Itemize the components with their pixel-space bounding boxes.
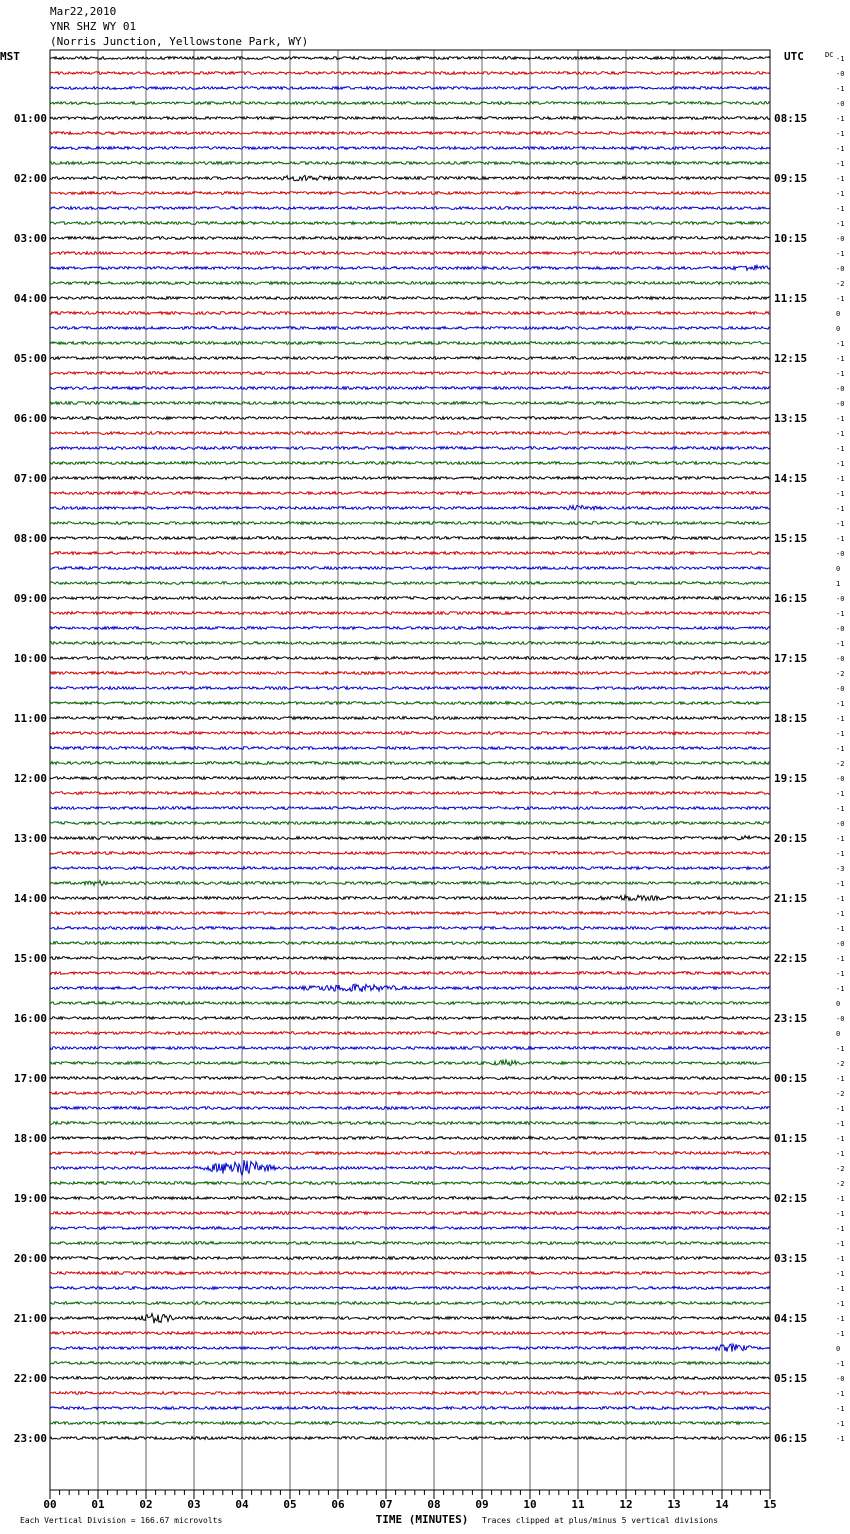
trace-line xyxy=(50,1314,770,1324)
dc-offset-label: -1 xyxy=(836,730,845,738)
trace-line xyxy=(50,942,770,945)
dc-offset-label: -1 xyxy=(836,1225,845,1233)
dc-offset-label: -0 xyxy=(836,595,845,603)
x-tick-label: 09 xyxy=(475,1498,489,1511)
mst-hour-label: 16:00 xyxy=(13,1012,47,1025)
dc-offset-label: -1 xyxy=(836,1330,845,1338)
dc-offset-label: -1 xyxy=(836,1405,845,1413)
trace-line xyxy=(50,1257,770,1260)
dc-offset-label: -1 xyxy=(836,340,845,348)
dc-offset-label: -0 xyxy=(836,1375,845,1383)
dc-offset-label: -1 xyxy=(836,880,845,888)
trace-line xyxy=(50,612,770,615)
mst-hour-label: 23:00 xyxy=(13,1432,47,1445)
utc-hour-label: 13:15 xyxy=(774,412,808,425)
header-location: (Norris Junction, Yellowstone Park, WY) xyxy=(50,35,309,48)
utc-hour-label: 08:15 xyxy=(774,112,808,125)
dc-offset-label: -1 xyxy=(836,925,845,933)
dc-offset-label: -1 xyxy=(836,535,845,543)
trace-line xyxy=(50,1152,770,1155)
x-tick-label: 02 xyxy=(139,1498,153,1511)
trace-line xyxy=(50,402,770,405)
utc-hour-label: 20:15 xyxy=(774,832,808,845)
trace-line xyxy=(50,1332,770,1335)
dc-offset-label: -2 xyxy=(836,280,845,288)
dc-offset-label: -1 xyxy=(836,895,845,903)
x-tick-label: 11 xyxy=(571,1498,585,1511)
dc-offset-label: -1 xyxy=(836,205,845,213)
dc-offset-label: -0 xyxy=(836,100,845,108)
trace-line xyxy=(50,1302,770,1305)
dc-offset-label: 0 xyxy=(836,325,841,333)
mst-axis-label: MST xyxy=(0,50,20,63)
dc-offset-label: -0 xyxy=(836,775,845,783)
trace-line xyxy=(50,1047,770,1050)
trace-group xyxy=(50,57,770,1440)
trace-line xyxy=(50,807,770,810)
trace-line xyxy=(50,1017,770,1020)
dc-offset-label: -1 xyxy=(836,910,845,918)
trace-line xyxy=(50,147,770,150)
dc-offset-label: -1 xyxy=(836,505,845,513)
dc-offset-label: -1 xyxy=(836,715,845,723)
utc-hour-label: 14:15 xyxy=(774,472,808,485)
trace-line xyxy=(50,1160,770,1175)
dc-offset-label: -1 xyxy=(836,175,845,183)
trace-line xyxy=(50,1182,770,1185)
mst-hour-label: 18:00 xyxy=(13,1132,47,1145)
mst-hour-label: 17:00 xyxy=(13,1072,47,1085)
trace-line xyxy=(50,492,770,495)
trace-line xyxy=(50,657,770,660)
trace-line xyxy=(50,265,770,270)
vertical-division-note: Each Vertical Division = 166.67 microvolts xyxy=(20,1516,223,1525)
mst-hour-label: 11:00 xyxy=(13,712,47,725)
mst-hour-label: 04:00 xyxy=(13,292,47,305)
trace-line xyxy=(50,1242,770,1245)
dc-offset-label: 0 xyxy=(836,565,841,573)
trace-line xyxy=(50,57,770,60)
x-tick-label: 03 xyxy=(187,1498,201,1511)
dc-offset-label: 0 xyxy=(836,1345,841,1353)
dc-offset-label: -1 xyxy=(836,250,845,258)
dc-offset-label: -1 xyxy=(836,640,845,648)
x-tick-label: 10 xyxy=(523,1498,537,1511)
dc-offset-label: 0 xyxy=(836,310,841,318)
trace-line xyxy=(50,1344,770,1352)
trace-line xyxy=(50,537,770,540)
trace-line xyxy=(50,1077,770,1080)
trace-line xyxy=(50,957,770,960)
dc-offset-label: -1 xyxy=(836,1075,845,1083)
utc-hour-label: 09:15 xyxy=(774,172,808,185)
mst-hour-label: 10:00 xyxy=(13,652,47,665)
mst-hour-label: 05:00 xyxy=(13,352,47,365)
dc-offset-label: -1 xyxy=(836,430,845,438)
dc-offset-label: -0 xyxy=(836,235,845,243)
x-tick-label: 01 xyxy=(91,1498,105,1511)
dc-offset-label: -1 xyxy=(836,1105,845,1113)
dc-offset-label: -1 xyxy=(836,85,845,93)
utc-hour-label: 23:15 xyxy=(774,1012,808,1025)
x-tick-label: 14 xyxy=(715,1498,729,1511)
dc-offset-label: -1 xyxy=(836,460,845,468)
trace-line xyxy=(50,836,770,840)
dc-offset-label: -1 xyxy=(836,190,845,198)
mst-hour-label: 14:00 xyxy=(13,892,47,905)
trace-line xyxy=(50,222,770,225)
dc-offset-label: -2 xyxy=(836,670,845,678)
trace-line xyxy=(50,342,770,345)
dc-offset-label: -1 xyxy=(836,220,845,228)
dc-offset-label: -1 xyxy=(836,835,845,843)
trace-line xyxy=(50,1422,770,1425)
mst-hour-label: 09:00 xyxy=(13,592,47,605)
header-station: YNR SHZ WY 01 xyxy=(50,20,137,33)
trace-line xyxy=(50,895,770,900)
utc-hour-label: 02:15 xyxy=(774,1192,808,1205)
dc-offset-label: -1 xyxy=(836,1150,845,1158)
trace-line xyxy=(50,447,770,450)
dc-offset-label: 1 xyxy=(836,580,841,588)
mst-hour-label: 15:00 xyxy=(13,952,47,965)
utc-hour-label: 19:15 xyxy=(774,772,808,785)
trace-line xyxy=(50,1407,770,1410)
dc-offset-label: -0 xyxy=(836,655,845,663)
dc-offset-label: 0 xyxy=(836,1000,841,1008)
trace-line xyxy=(50,1227,770,1230)
trace-line xyxy=(50,207,770,210)
trace-line xyxy=(50,881,770,886)
dc-offset-label: -0 xyxy=(836,820,845,828)
x-tick-label: 05 xyxy=(283,1498,297,1511)
trace-line xyxy=(50,372,770,375)
mst-hour-label: 21:00 xyxy=(13,1312,47,1325)
dc-offset-label: -1 xyxy=(836,1120,845,1128)
trace-line xyxy=(50,984,770,992)
utc-hour-label: 12:15 xyxy=(774,352,808,365)
dc-offset-label: -1 xyxy=(836,1255,845,1263)
dc-offset-label: -3 xyxy=(836,865,845,873)
utc-hour-label: 10:15 xyxy=(774,232,808,245)
dc-offset-label: -2 xyxy=(836,1165,845,1173)
trace-line xyxy=(50,1377,770,1380)
x-tick-label: 15 xyxy=(763,1498,777,1511)
dc-offset-label: -1 xyxy=(836,1045,845,1053)
x-axis-title: TIME (MINUTES) xyxy=(375,1513,469,1526)
trace-line xyxy=(50,747,770,750)
header-date: Mar22,2010 xyxy=(50,5,117,18)
x-tick-label: 00 xyxy=(43,1498,57,1511)
trace-line xyxy=(50,1002,770,1005)
trace-line xyxy=(50,505,770,509)
trace-line xyxy=(50,462,770,465)
trace-line xyxy=(50,732,770,735)
dc-offset-label: -1 xyxy=(836,55,845,63)
trace-line xyxy=(50,1092,770,1095)
utc-hour-label: 11:15 xyxy=(774,292,808,305)
dc-offset-label: -1 xyxy=(836,115,845,123)
dc-offset-label: -1 xyxy=(836,370,845,378)
dc-offset-label: -0 xyxy=(836,550,845,558)
trace-line xyxy=(50,432,770,435)
trace-line xyxy=(50,117,770,120)
x-tick-label: 06 xyxy=(331,1498,345,1511)
mst-hour-label: 02:00 xyxy=(13,172,47,185)
dc-offset-label: -1 xyxy=(836,700,845,708)
mst-hour-label: 22:00 xyxy=(13,1372,47,1385)
dc-offset-label: -1 xyxy=(836,610,845,618)
mst-hour-label: 06:00 xyxy=(13,412,47,425)
dc-offset-label: -1 xyxy=(836,355,845,363)
trace-line xyxy=(50,357,770,360)
mst-hour-label: 01:00 xyxy=(13,112,47,125)
utc-hour-label: 15:15 xyxy=(774,532,808,545)
dc-offset-label: -1 xyxy=(836,955,845,963)
dc-offset-label: -1 xyxy=(836,1360,845,1368)
trace-line xyxy=(50,792,770,795)
x-tick-label: 13 xyxy=(667,1498,681,1511)
dc-offset-label: -1 xyxy=(836,1435,845,1443)
mst-hour-label: 03:00 xyxy=(13,232,47,245)
dc-offset-label: -0 xyxy=(836,1015,845,1023)
trace-line xyxy=(50,192,770,195)
trace-line xyxy=(50,762,770,765)
x-tick-label: 04 xyxy=(235,1498,249,1511)
dc-offset-label: -1 xyxy=(836,985,845,993)
trace-line xyxy=(50,777,770,780)
mst-hour-label: 13:00 xyxy=(13,832,47,845)
utc-hour-label: 05:15 xyxy=(774,1372,808,1385)
dc-offset-label: -2 xyxy=(836,1060,845,1068)
mst-hour-label: 08:00 xyxy=(13,532,47,545)
trace-line xyxy=(50,522,770,525)
trace-line xyxy=(50,252,770,255)
dc-offset-label: -2 xyxy=(836,1180,845,1188)
trace-line xyxy=(50,1122,770,1125)
trace-line xyxy=(50,237,770,240)
trace-line xyxy=(50,1032,770,1035)
dc-header-label: DC xyxy=(825,51,834,59)
utc-hour-label: 16:15 xyxy=(774,592,808,605)
dc-offset-label: -1 xyxy=(836,1270,845,1278)
trace-line xyxy=(50,717,770,720)
trace-line xyxy=(50,927,770,930)
dc-offset-label: -1 xyxy=(836,1420,845,1428)
dc-offset-label: -1 xyxy=(836,1210,845,1218)
trace-line xyxy=(50,1212,770,1215)
dc-offset-label: -1 xyxy=(836,490,845,498)
trace-line xyxy=(50,387,770,390)
trace-line xyxy=(50,1272,770,1275)
trace-line xyxy=(50,972,770,975)
dc-offset-label: -1 xyxy=(836,1240,845,1248)
x-tick-label: 07 xyxy=(379,1498,393,1511)
trace-line xyxy=(50,912,770,915)
dc-offset-label: -1 xyxy=(836,475,845,483)
trace-line xyxy=(50,1107,770,1110)
dc-offset-label: -1 xyxy=(836,745,845,753)
trace-line xyxy=(50,1060,770,1066)
dc-offset-label: -1 xyxy=(836,790,845,798)
dc-offset-label: -1 xyxy=(836,160,845,168)
dc-offset-label: -2 xyxy=(836,760,845,768)
dc-offset-label: -0 xyxy=(836,70,845,78)
trace-line xyxy=(50,582,770,585)
dc-offset-label: 0 xyxy=(836,1030,841,1038)
plot-frame xyxy=(50,50,770,1490)
trace-line xyxy=(50,1137,770,1140)
trace-line xyxy=(50,72,770,75)
trace-line xyxy=(50,852,770,855)
dc-offset-label: -1 xyxy=(836,1285,845,1293)
trace-line xyxy=(50,687,770,690)
dc-offset-label: -1 xyxy=(836,1315,845,1323)
dc-offset-label: -0 xyxy=(836,625,845,633)
utc-hour-label: 06:15 xyxy=(774,1432,808,1445)
dc-offset-label: -1 xyxy=(836,850,845,858)
dc-offset-label: -0 xyxy=(836,400,845,408)
trace-line xyxy=(50,567,770,570)
dc-offset-label: -0 xyxy=(836,385,845,393)
x-tick-label: 08 xyxy=(427,1498,441,1511)
trace-line xyxy=(50,297,770,300)
trace-line xyxy=(50,282,770,285)
utc-hour-label: 00:15 xyxy=(774,1072,808,1085)
dc-offset-label: -1 xyxy=(836,1195,845,1203)
utc-hour-label: 21:15 xyxy=(774,892,808,905)
trace-line xyxy=(50,867,770,870)
dc-offset-label: -1 xyxy=(836,520,845,528)
trace-line xyxy=(50,552,770,555)
dc-offset-label: -2 xyxy=(836,1090,845,1098)
axis-labels xyxy=(0,50,844,1526)
trace-line xyxy=(50,477,770,480)
trace-line xyxy=(50,597,770,600)
dc-offset-label: -1 xyxy=(836,145,845,153)
trace-line xyxy=(50,1437,770,1440)
mst-hour-label: 12:00 xyxy=(13,772,47,785)
utc-hour-label: 04:15 xyxy=(774,1312,808,1325)
trace-line xyxy=(50,417,770,420)
dc-offset-label: -1 xyxy=(836,130,845,138)
trace-line xyxy=(50,327,770,330)
trace-line xyxy=(50,1392,770,1395)
trace-line xyxy=(50,175,770,180)
dc-offset-label: -1 xyxy=(836,415,845,423)
mst-hour-label: 07:00 xyxy=(13,472,47,485)
trace-line xyxy=(50,87,770,90)
trace-line xyxy=(50,132,770,135)
dc-offset-label: -1 xyxy=(836,1135,845,1143)
utc-axis-label: UTC xyxy=(784,50,804,63)
dc-offset-label: -0 xyxy=(836,685,845,693)
dc-offset-label: -1 xyxy=(836,970,845,978)
trace-line xyxy=(50,672,770,675)
mst-hour-label: 19:00 xyxy=(13,1192,47,1205)
trace-line xyxy=(50,102,770,105)
trace-line xyxy=(50,642,770,645)
dc-offset-label: -1 xyxy=(836,1300,845,1308)
trace-line xyxy=(50,1197,770,1200)
dc-offset-label: -0 xyxy=(836,940,845,948)
dc-offset-label: -1 xyxy=(836,805,845,813)
utc-hour-label: 18:15 xyxy=(774,712,808,725)
mst-hour-label: 20:00 xyxy=(13,1252,47,1265)
trace-line xyxy=(50,627,770,630)
trace-line xyxy=(50,702,770,705)
dc-offset-label: -0 xyxy=(836,265,845,273)
utc-hour-label: 03:15 xyxy=(774,1252,808,1265)
clipping-note: Traces clipped at plus/minus 5 vertical divisions xyxy=(482,1516,719,1525)
dc-offset-label: -1 xyxy=(836,445,845,453)
x-tick-label: 12 xyxy=(619,1498,633,1511)
utc-hour-label: 17:15 xyxy=(774,652,808,665)
trace-line xyxy=(50,1287,770,1290)
utc-hour-label: 22:15 xyxy=(774,952,808,965)
trace-line xyxy=(50,162,770,165)
dc-offset-label: -1 xyxy=(836,295,845,303)
trace-line xyxy=(50,822,770,825)
trace-line xyxy=(50,1362,770,1365)
dc-offset-label: -1 xyxy=(836,1390,845,1398)
utc-hour-label: 01:15 xyxy=(774,1132,808,1145)
trace-line xyxy=(50,312,770,315)
